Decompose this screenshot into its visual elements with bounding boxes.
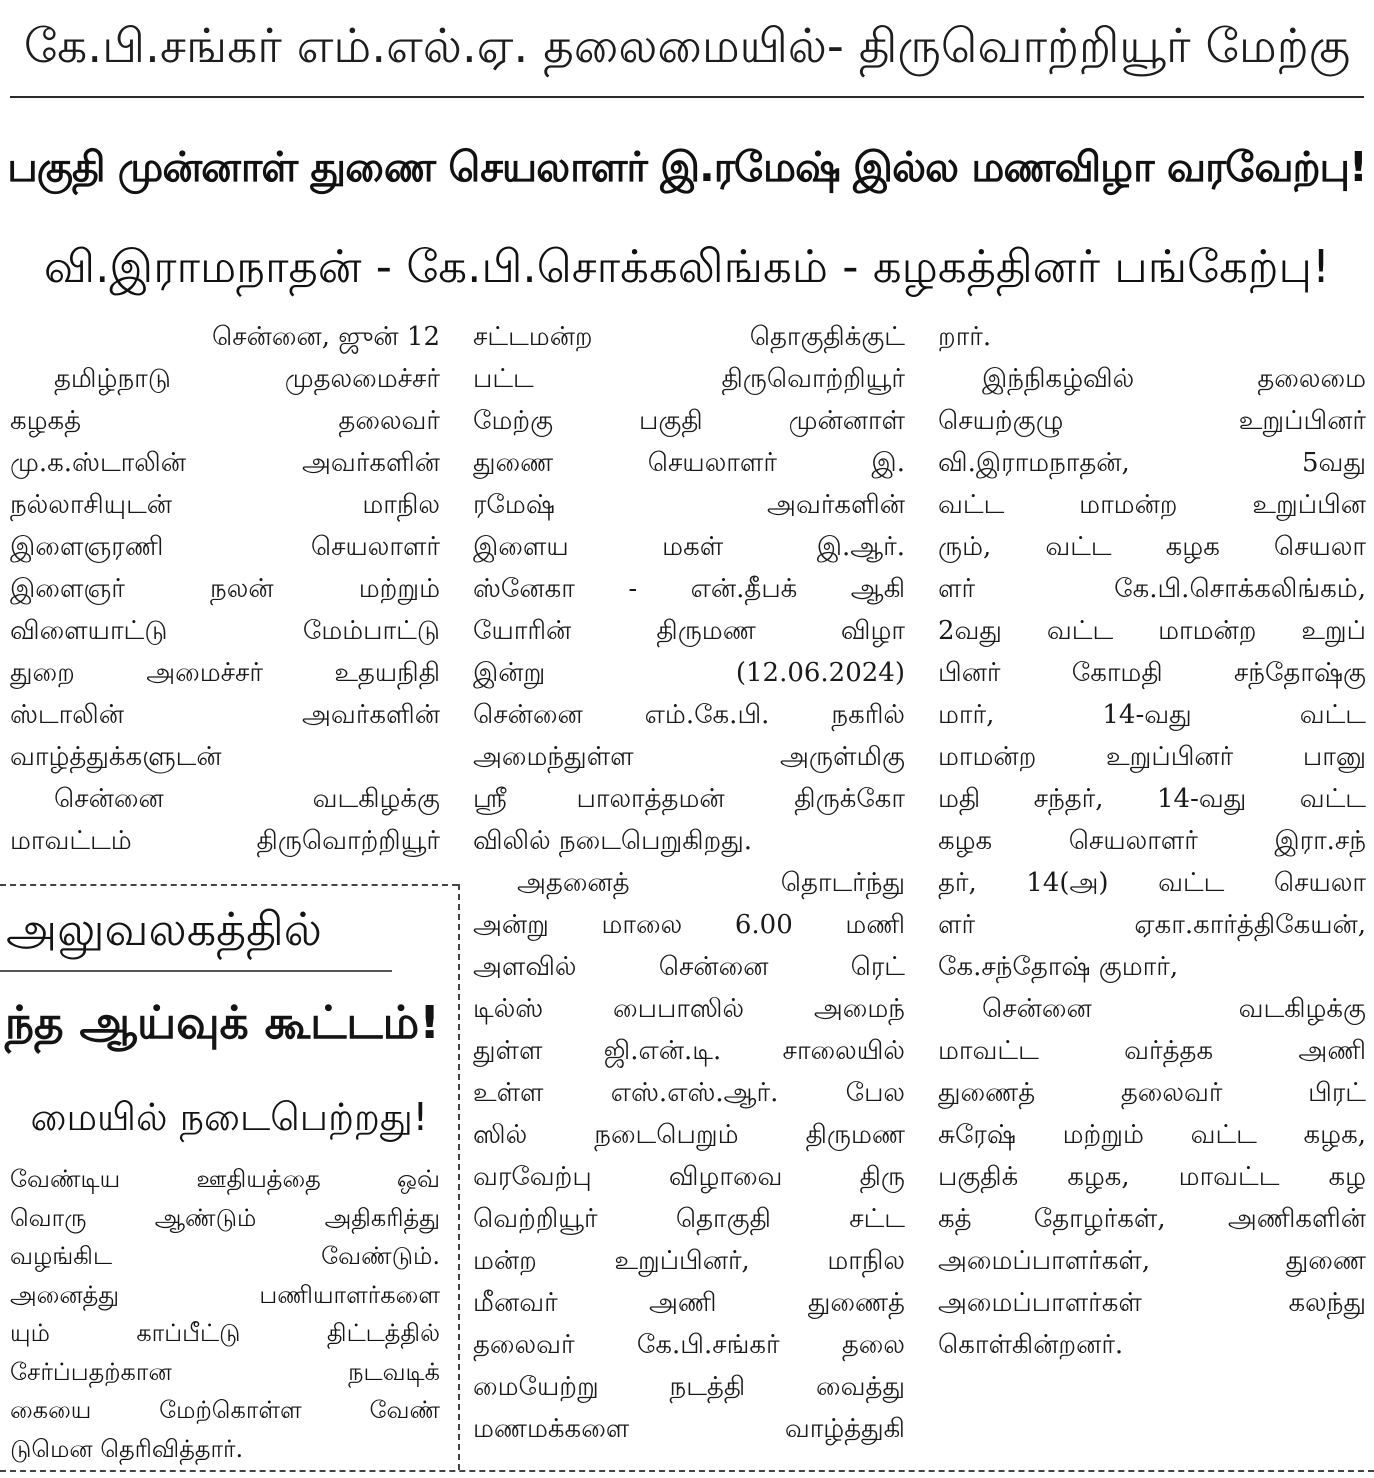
body-line: றார். [938, 322, 992, 352]
body-line: துணைத் தலைவர் பிரட் [938, 1078, 1366, 1108]
sub-headline: வி.இராமநாதன் - கே.பி.சொக்கலிங்கம் - கழகத்தினர் பங்கேற்பு! [43, 240, 1331, 293]
article-column-1 [10, 316, 440, 862]
body-line: ரும், வட்ட கழக செயலா [938, 532, 1366, 562]
body-line: மணமக்களை வாழ்த்துகி [473, 1414, 905, 1444]
body-line: அமைப்பாளர்கள், துணை [938, 1246, 1366, 1276]
body-line: 2வது வட்ட மாமன்ற உறுப் [938, 616, 1366, 646]
body-line: இளைஞர் நலன் மற்றும் [10, 574, 440, 604]
body-line: சென்னை வடகிழக்கு [54, 784, 440, 814]
body-line: மாவட்ட வர்த்தக அணி [938, 1036, 1366, 1066]
page-bottom-border [0, 1470, 1374, 1472]
body-line: வேண்டிய ஊதியத்தை ஒவ் [10, 1165, 440, 1193]
body-line: மீனவர் அணி துணைத் [473, 1288, 905, 1318]
body-line: விலில் நடைபெறுகிறது. [473, 826, 753, 856]
body-line: துள்ள ஜி.என்.டி. சாலையில் [473, 1036, 905, 1066]
body-line: சுரேஷ் மற்றும் வட்ட கழக, [938, 1120, 1366, 1150]
body-line: சென்னை எம்.கே.பி. நகரில் [473, 700, 905, 730]
body-line: வாழ்த்துக்களுடன் [10, 742, 222, 772]
teaser-rule [0, 970, 392, 972]
body-line: மாவட்டம் திருவொற்றியூர் [10, 826, 440, 856]
adjacent-article-teaser [0, 888, 458, 1468]
main-headline: பகுதி முன்னாள் துணை செயலாளர் இ.ரமேஷ் இல்ல மணவிழா வரவேற்பு! [7, 143, 1367, 191]
body-line: கே.சந்தோஷ் குமார், [938, 952, 1179, 982]
body-line: மேற்கு பகுதி முன்னாள் [473, 406, 905, 436]
body-line: அன்று மாலை 6.00 மணி [473, 910, 905, 940]
teaser-box-top-border [0, 884, 458, 886]
body-line: கையை மேற்கொள்ள வேண் [10, 1396, 440, 1424]
kicker-headline: கே.பி.சங்கர் எம்.எல்.ஏ. தலைமையில்- திருவொற்றியூர் மேற்கு [23, 19, 1351, 74]
body-line: ஸில் நடைபெறும் திருமண [473, 1120, 905, 1150]
body-line: நல்லாசியுடன் மாநில [10, 490, 440, 520]
body-line: கத் தோழர்கள், அணிகளின் [938, 1204, 1366, 1234]
body-line: துறை அமைச்சர் உதயநிதி [10, 658, 440, 688]
body-line: ரமேஷ் அவர்களின் [473, 490, 905, 520]
body-line: வரவேற்பு விழாவை திரு [473, 1162, 905, 1192]
body-line: தர், 14(அ) வட்ட செயலா [938, 868, 1366, 898]
body-line: சென்னை வடகிழக்கு [982, 994, 1366, 1024]
body-line: அமைந்துள்ள அருள்மிகு [473, 742, 905, 772]
body-line: செயற்குழு உறுப்பினர் [938, 406, 1366, 436]
body-line: தமிழ்நாடு முதலமைச்சர் [54, 364, 440, 394]
top-rule [10, 96, 1364, 98]
body-line: ஸ்ரீ பாலாத்தமன் திருக்கோ [473, 784, 905, 814]
article-column-2 [473, 316, 905, 1450]
body-line: வெற்றியூர் தொகுதி சட்ட [473, 1204, 905, 1234]
body-line: அதனைத் தொடர்ந்து [517, 868, 905, 898]
body-line: சட்டமன்ற தொகுதிக்குட் [473, 322, 905, 352]
body-line: வி.இராமநாதன், 5வது [938, 448, 1366, 478]
body-line: ஸ்டாலின் அவர்களின் [10, 700, 440, 730]
body-line: டுமென தெரிவித்தார். [10, 1434, 244, 1463]
body-line: சேர்ப்பதற்கான நடவடிக் [10, 1357, 440, 1386]
body-line: பகுதிக் கழக, மாவட்ட கழ [938, 1162, 1366, 1192]
body-line: உள்ள எஸ்.எஸ்.ஆர். பேல [473, 1078, 905, 1108]
body-line: துணை செயலாளர் இ. [473, 448, 905, 478]
body-line: இளைய மகள் இ.ஆர். [473, 532, 905, 562]
body-line: இளைஞரணி செயலாளர் [10, 532, 440, 562]
body-line: தலைவர் கே.பி.சங்கர் தலை [473, 1330, 905, 1360]
body-line: ஸ்னேகா - என்.தீபக் ஆகி [473, 574, 905, 604]
teaser-headline-1: அலுவலகத்தில் [6, 902, 322, 956]
body-line: டில்ஸ் பைபாஸில் அமைந் [473, 994, 905, 1024]
teaser-box-right-border [458, 884, 460, 1470]
body-line: மு.க.ஸ்டாலின் அவர்களின் [10, 448, 440, 478]
body-line: மார், 14-வது வட்ட [938, 700, 1366, 730]
teaser-headline-2: ந்த ஆய்வுக் கூட்டம்! [4, 996, 440, 1049]
body-line: அளவில் சென்னை ரெட் [473, 952, 905, 982]
body-line: ளர் ஏகா.கார்த்திகேயன், [938, 910, 1366, 940]
body-line: கழக செயலாளர் இரா.சந் [938, 826, 1366, 856]
article-column-3 [938, 316, 1366, 1366]
body-line: கொள்கின்றனர். [938, 1330, 1124, 1360]
body-line: மதி சந்தர், 14-வது வட்ட [938, 784, 1366, 814]
body-line: பினர் கோமதி சந்தோஷ்கு [938, 658, 1366, 688]
teaser-body [10, 1160, 440, 1468]
body-line: கழகத் தலைவர் [10, 406, 440, 436]
body-line: யோரின் திருமண விழா [473, 616, 905, 646]
body-line: அமைப்பாளர்கள் கலந்து [938, 1288, 1366, 1318]
body-line: யும் காப்பீட்டு திட்டத்தில் [10, 1319, 440, 1347]
body-line: பட்ட திருவொற்றியூர் [473, 364, 905, 394]
body-line: விளையாட்டு மேம்பாட்டு [10, 616, 440, 646]
dateline: சென்னை, ஜுன் 12 [212, 322, 440, 352]
body-line: இன்று (12.06.2024) [473, 658, 905, 688]
body-line: வழங்கிட வேண்டும். [10, 1242, 440, 1270]
body-line: மாமன்ற உறுப்பினர் பானு [938, 742, 1366, 772]
body-line: வொரு ஆண்டும் அதிகரித்து [10, 1203, 440, 1232]
body-line: மையேற்று நடத்தி வைத்து [473, 1372, 905, 1402]
body-line: வட்ட மாமன்ற உறுப்பின [938, 490, 1366, 520]
body-line: ளர் கே.பி.சொக்கலிங்கம், [938, 574, 1366, 604]
teaser-headline-3: மையில் நடைபெற்றது! [30, 1095, 428, 1139]
body-line: இந்நிகழ்வில் தலைமை [982, 364, 1366, 394]
body-line: அனைத்து பணியாளர்களை [10, 1280, 440, 1309]
body-line: மன்ற உறுப்பினர், மாநில [473, 1246, 905, 1276]
